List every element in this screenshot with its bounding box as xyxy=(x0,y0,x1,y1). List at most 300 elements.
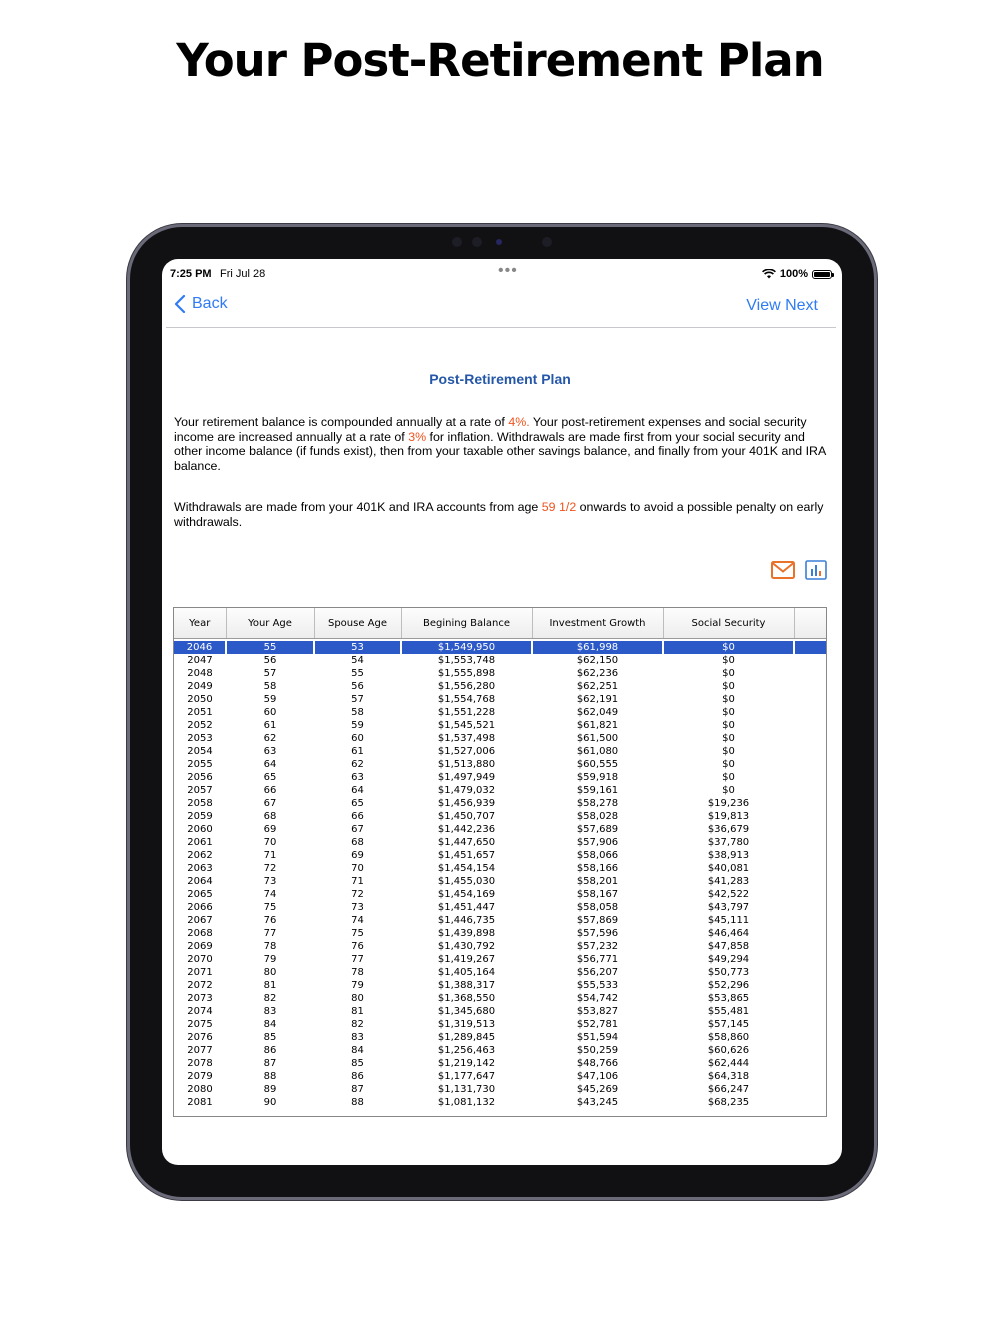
table-cell: $58,278 xyxy=(576,798,619,809)
table-cell: $1,319,513 xyxy=(437,1019,496,1030)
table-cell: 71 xyxy=(351,876,364,887)
table-cell: 2079 xyxy=(187,1071,213,1082)
table-cell-filler xyxy=(794,875,826,888)
table-cell: 59 xyxy=(351,720,364,731)
table-cell: 2059 xyxy=(187,811,213,822)
status-time: 7:25 PM xyxy=(170,268,212,280)
table-cell: 2057 xyxy=(187,785,213,796)
table-cell: $1,455,030 xyxy=(437,876,496,887)
table-cell: $1,368,550 xyxy=(437,993,496,1004)
table-cell: 62 xyxy=(351,759,364,770)
table-row[interactable] xyxy=(174,1044,826,1057)
table-cell-filler xyxy=(794,1044,826,1057)
table-cell: 66 xyxy=(351,811,364,822)
table-cell: $0 xyxy=(663,641,794,654)
table-cell: 2072 xyxy=(187,980,213,991)
table-cell-filler xyxy=(794,810,826,823)
table-cell: $36,679 xyxy=(707,824,750,835)
table-cell: 80 xyxy=(263,967,277,978)
table-cell: $1,446,735 xyxy=(437,915,496,926)
table-cell: $1,405,164 xyxy=(437,967,496,978)
table-cell-filler xyxy=(794,1096,826,1109)
table-cell: 2080 xyxy=(187,1084,213,1095)
table-cell: 78 xyxy=(351,967,364,978)
table-cell: 2063 xyxy=(187,863,213,874)
app-screen xyxy=(162,259,842,1165)
table-row[interactable] xyxy=(174,758,826,771)
column-header[interactable]: Begining Balance xyxy=(401,608,532,639)
sensor-dot xyxy=(452,237,462,247)
table-cell: $57,232 xyxy=(576,941,619,952)
front-camera xyxy=(496,239,502,245)
table-cell: $62,251 xyxy=(576,681,619,692)
table-cell: $0 xyxy=(722,759,735,770)
table-row[interactable] xyxy=(174,862,826,875)
table-cell: 2077 xyxy=(187,1045,213,1056)
table-cell-filler xyxy=(794,914,826,927)
column-header[interactable]: Spouse Age xyxy=(314,608,401,639)
table-cell: 81 xyxy=(263,980,277,991)
text: Your retirement balance is compounded annually at a rate of xyxy=(174,415,509,429)
table-row[interactable] xyxy=(174,810,826,823)
table-cell: $58,201 xyxy=(576,876,619,887)
table-row[interactable] xyxy=(174,966,826,979)
table-cell-filler xyxy=(794,1005,826,1018)
sensor-dot xyxy=(472,237,482,247)
table-cell: 55 xyxy=(226,641,314,654)
view-next-button[interactable]: View Next xyxy=(746,297,818,314)
table-cell: $1,549,950 xyxy=(401,641,532,654)
table-cell: 64 xyxy=(263,759,277,770)
table-cell: $1,454,154 xyxy=(437,863,496,874)
table-cell: 2065 xyxy=(187,889,213,900)
table-cell: 2056 xyxy=(187,772,213,783)
back-label: Back xyxy=(192,295,228,312)
table-row[interactable] xyxy=(174,940,826,953)
table-cell: 77 xyxy=(263,928,277,939)
table-cell-filler xyxy=(794,888,826,901)
table-row[interactable] xyxy=(174,745,826,758)
data-table xyxy=(174,608,827,1109)
page-title: Post-Retirement Plan xyxy=(429,371,571,387)
table-cell: $50,259 xyxy=(576,1045,619,1056)
table-row[interactable] xyxy=(174,992,826,1005)
column-header[interactable]: Social Security xyxy=(663,608,794,639)
table-cell: 64 xyxy=(351,785,364,796)
status-right-group xyxy=(762,268,832,280)
table-row[interactable] xyxy=(174,1070,826,1083)
table-row[interactable] xyxy=(174,719,826,732)
table-cell: 68 xyxy=(351,837,364,848)
table-cell: $1,456,939 xyxy=(437,798,496,809)
table-cell: $1,388,317 xyxy=(437,980,496,991)
table-cell-filler xyxy=(794,771,826,784)
table-cell-filler xyxy=(794,992,826,1005)
text: Withdrawals are made from your 401K and IRA accounts from age xyxy=(174,500,542,514)
table-cell: 67 xyxy=(263,798,277,809)
table-cell: 79 xyxy=(263,954,277,965)
table-cell: $0 xyxy=(722,746,735,757)
table-row[interactable] xyxy=(174,784,826,797)
table-cell: $62,150 xyxy=(576,655,619,666)
column-header[interactable]: Investment Growth xyxy=(532,608,663,639)
table-cell: 2075 xyxy=(187,1019,213,1030)
table-cell: $0 xyxy=(722,668,735,679)
table-cell-filler xyxy=(794,680,826,693)
table-cell: $62,049 xyxy=(576,707,619,718)
table-row[interactable] xyxy=(174,1031,826,1044)
table-cell: 87 xyxy=(351,1084,364,1095)
table-cell-filler xyxy=(794,1070,826,1083)
table-row[interactable] xyxy=(174,823,826,836)
table-cell: 2074 xyxy=(187,1006,213,1017)
table-cell: 82 xyxy=(351,1019,364,1030)
table-cell: 2070 xyxy=(187,954,213,965)
table-cell: 60 xyxy=(263,707,277,718)
table-cell: $62,444 xyxy=(707,1058,750,1069)
table-cell: $60,626 xyxy=(707,1045,750,1056)
table-cell-filler xyxy=(794,719,826,732)
table-cell: 2076 xyxy=(187,1032,213,1043)
table-cell: $0 xyxy=(722,733,735,744)
table-cell: $48,766 xyxy=(576,1058,619,1069)
table-cell: 66 xyxy=(263,785,277,796)
table-cell: $47,858 xyxy=(707,941,750,952)
status-bar xyxy=(170,262,832,284)
table-row[interactable] xyxy=(174,888,826,901)
table-cell: 75 xyxy=(263,902,277,913)
multitasking-dots-icon[interactable]: ••• xyxy=(498,262,518,279)
table-cell: 73 xyxy=(351,902,364,913)
table-cell: $40,081 xyxy=(707,863,750,874)
table-cell: $1,419,267 xyxy=(437,954,496,965)
table-cell: 58 xyxy=(351,707,364,718)
table-row[interactable] xyxy=(174,836,826,849)
table-cell: $57,596 xyxy=(576,928,619,939)
table-cell: $51,594 xyxy=(576,1032,619,1043)
table-row[interactable] xyxy=(174,1005,826,1018)
table-row[interactable] xyxy=(174,901,826,914)
table-cell: 71 xyxy=(263,850,277,861)
ipad-device-frame xyxy=(130,227,874,1197)
table-cell: 70 xyxy=(263,837,277,848)
table-cell-filler xyxy=(794,758,826,771)
table-cell: $1,454,169 xyxy=(437,889,496,900)
table-cell: 56 xyxy=(351,681,364,692)
table-cell-filler xyxy=(794,784,826,797)
table-cell: 84 xyxy=(263,1019,277,1030)
table-cell: $1,442,236 xyxy=(437,824,496,835)
chart-button[interactable] xyxy=(804,559,828,581)
table-cell: 87 xyxy=(263,1058,277,1069)
table-cell: 65 xyxy=(351,798,364,809)
table-cell: 53 xyxy=(314,641,401,654)
bar-chart-icon xyxy=(805,560,827,580)
table-cell: $1,551,228 xyxy=(437,707,496,718)
email-button[interactable] xyxy=(771,559,795,581)
table-cell-filler xyxy=(794,901,826,914)
table-cell: 83 xyxy=(351,1032,364,1043)
table-cell-filler xyxy=(794,1018,826,1031)
text: for inflation. Withdrawals are made first from your social security and other income balance (if funds exist), then from your taxable other savings balance, and finally from your 401K and IRA balance. xyxy=(174,429,826,473)
table-cell: 74 xyxy=(351,915,364,926)
navigation-bar xyxy=(166,289,836,328)
table-cell: 2048 xyxy=(187,668,213,679)
table-cell: $1,177,647 xyxy=(437,1071,496,1082)
table-cell-filler xyxy=(794,823,826,836)
table-cell: $57,869 xyxy=(576,915,619,926)
table-cell: 72 xyxy=(263,863,277,874)
table-cell: $53,827 xyxy=(576,1006,619,1017)
table-row[interactable] xyxy=(174,849,826,862)
table-cell: $61,500 xyxy=(576,733,619,744)
table-cell: $61,998 xyxy=(532,641,663,654)
table-cell-filler xyxy=(794,849,826,862)
table-cell: $54,742 xyxy=(576,993,619,1004)
table-cell: $0 xyxy=(722,655,735,666)
table-cell: $1,527,006 xyxy=(437,746,496,757)
table-cell: $19,813 xyxy=(707,811,750,822)
table-cell-filler xyxy=(794,797,826,810)
table-cell: $50,773 xyxy=(707,967,750,978)
table-cell: 2049 xyxy=(187,681,213,692)
table-cell: $1,451,447 xyxy=(437,902,496,913)
battery-icon xyxy=(812,270,832,279)
text: Your post-retirement expenses and social security income are increased annually at a rate of xyxy=(174,415,807,444)
rate-value: 4%. xyxy=(508,415,530,429)
table-cell: 2064 xyxy=(187,876,213,887)
table-cell: $58,860 xyxy=(707,1032,750,1043)
table-cell: $45,269 xyxy=(576,1084,619,1095)
table-cell: 88 xyxy=(351,1097,364,1108)
email-icon xyxy=(771,561,795,579)
table-cell: 61 xyxy=(263,720,277,731)
withdrawal-description xyxy=(174,500,830,529)
table-cell: 80 xyxy=(351,993,364,1004)
marketing-headline: Your Post-Retirement Plan xyxy=(176,34,824,87)
table-cell: 90 xyxy=(263,1097,277,1108)
table-cell: 2071 xyxy=(187,967,213,978)
table-cell: $1,447,650 xyxy=(437,837,496,848)
table-cell: 67 xyxy=(351,824,364,835)
table-cell: $1,219,142 xyxy=(437,1058,496,1069)
table-cell-filler xyxy=(794,745,826,758)
table-cell: 62 xyxy=(263,733,277,744)
table-cell: $43,797 xyxy=(707,902,750,913)
table-cell: $61,080 xyxy=(576,746,619,757)
table-cell: $42,522 xyxy=(707,889,750,900)
age-value: 59 1/2 xyxy=(541,500,577,514)
table-cell: 2058 xyxy=(187,798,213,809)
table-row[interactable] xyxy=(174,1018,826,1031)
table-cell-filler xyxy=(794,693,826,706)
table-row[interactable] xyxy=(174,979,826,992)
table-cell: 70 xyxy=(351,863,364,874)
table-cell: 86 xyxy=(263,1045,277,1056)
table-cell: $1,553,748 xyxy=(437,655,496,666)
table-cell: $59,161 xyxy=(576,785,619,796)
table-cell: $58,066 xyxy=(576,850,619,861)
table-cell: $52,781 xyxy=(576,1019,619,1030)
table-cell-filler xyxy=(794,953,826,966)
table-cell: 85 xyxy=(263,1032,277,1043)
table-cell: 2066 xyxy=(187,902,213,913)
retirement-table[interactable] xyxy=(173,607,827,1117)
table-cell-filler xyxy=(794,862,826,875)
table-cell: $0 xyxy=(722,707,735,718)
table-cell: 60 xyxy=(351,733,364,744)
table-cell: $55,481 xyxy=(707,1006,750,1017)
table-cell: $55,533 xyxy=(576,980,619,991)
status-date: Fri Jul 28 xyxy=(220,268,266,280)
table-row[interactable] xyxy=(174,706,826,719)
wifi-icon xyxy=(762,269,776,279)
table-body xyxy=(174,639,826,1110)
table-cell: $1,554,768 xyxy=(437,694,496,705)
action-icons xyxy=(771,559,828,581)
table-cell: $60,555 xyxy=(576,759,619,770)
table-row[interactable] xyxy=(174,654,826,667)
table-cell: $68,235 xyxy=(707,1097,750,1108)
table-cell: 83 xyxy=(263,1006,277,1017)
table-cell: 59 xyxy=(263,694,277,705)
text: onwards to avoid a possible penalty on early withdrawals. xyxy=(174,500,824,529)
table-row[interactable] xyxy=(174,953,826,966)
table-cell: $1,513,880 xyxy=(437,759,496,770)
table-row[interactable] xyxy=(174,927,826,940)
table-row[interactable] xyxy=(174,693,826,706)
table-cell: $38,913 xyxy=(707,850,750,861)
table-row[interactable] xyxy=(174,1083,826,1096)
table-cell: 81 xyxy=(351,1006,364,1017)
table-cell: $57,689 xyxy=(576,824,619,835)
table-cell-filler xyxy=(794,979,826,992)
table-cell: $1,345,680 xyxy=(437,1006,496,1017)
table-cell: 69 xyxy=(263,824,277,835)
table-row[interactable] xyxy=(174,1096,826,1109)
table-cell: 2073 xyxy=(187,993,213,1004)
table-cell: 2054 xyxy=(187,746,213,757)
column-header[interactable]: Your Age xyxy=(226,608,314,639)
table-cell: $0 xyxy=(722,694,735,705)
table-row[interactable] xyxy=(174,1057,826,1070)
table-cell: $46,464 xyxy=(707,928,750,939)
table-cell: $43,245 xyxy=(576,1097,619,1108)
table-cell: 54 xyxy=(351,655,364,666)
table-row[interactable] xyxy=(174,875,826,888)
table-cell-filler xyxy=(794,667,826,680)
table-cell: $1,556,280 xyxy=(437,681,496,692)
table-cell: $53,865 xyxy=(707,993,750,1004)
table-cell-filler xyxy=(794,706,826,719)
table-cell: 78 xyxy=(263,941,277,952)
table-cell: $45,111 xyxy=(707,915,750,926)
table-cell: 74 xyxy=(263,889,277,900)
table-cell: 63 xyxy=(351,772,364,783)
table-cell: $1,430,792 xyxy=(437,941,496,952)
table-cell: 2061 xyxy=(187,837,213,848)
column-header[interactable]: Year xyxy=(174,608,226,639)
table-cell: $0 xyxy=(722,772,735,783)
table-cell: $62,191 xyxy=(576,694,619,705)
table-cell: 77 xyxy=(351,954,364,965)
table-cell: 85 xyxy=(351,1058,364,1069)
table-cell: 56 xyxy=(263,655,277,666)
table-cell-filler xyxy=(794,654,826,667)
table-cell-filler xyxy=(794,1031,826,1044)
column-header-filler xyxy=(794,608,826,639)
table-cell: $56,771 xyxy=(576,954,619,965)
table-cell: 58 xyxy=(263,681,277,692)
table-cell: $1,289,845 xyxy=(437,1032,496,1043)
table-cell: 2078 xyxy=(187,1058,213,1069)
table-cell: $1,451,657 xyxy=(437,850,496,861)
table-header-row xyxy=(174,608,826,639)
table-cell: 89 xyxy=(263,1084,277,1095)
table-cell: 2047 xyxy=(187,655,213,666)
table-cell: $0 xyxy=(722,681,735,692)
table-cell: 61 xyxy=(351,746,364,757)
back-button[interactable] xyxy=(174,295,228,313)
table-cell: 2053 xyxy=(187,733,213,744)
compounding-description xyxy=(174,415,830,473)
table-cell: 55 xyxy=(351,668,364,679)
table-cell: 82 xyxy=(263,993,277,1004)
table-cell: $52,296 xyxy=(707,980,750,991)
table-cell-filler xyxy=(794,641,826,654)
table-cell: 57 xyxy=(263,668,277,679)
table-cell-filler xyxy=(794,1057,826,1070)
table-cell: 68 xyxy=(263,811,277,822)
table-row[interactable] xyxy=(174,680,826,693)
table-cell: 69 xyxy=(351,850,364,861)
table-cell: 75 xyxy=(351,928,364,939)
table-cell: 84 xyxy=(351,1045,364,1056)
table-cell: $37,780 xyxy=(707,837,750,848)
table-cell: 2051 xyxy=(187,707,213,718)
table-cell: 2069 xyxy=(187,941,213,952)
table-cell: $58,166 xyxy=(576,863,619,874)
table-row[interactable] xyxy=(174,797,826,810)
table-cell: 86 xyxy=(351,1071,364,1082)
table-cell: $64,318 xyxy=(707,1071,750,1082)
table-cell: 2050 xyxy=(187,694,213,705)
table-cell: $1,256,463 xyxy=(437,1045,496,1056)
table-cell: $56,207 xyxy=(576,967,619,978)
table-cell: 79 xyxy=(351,980,364,991)
table-cell: $41,283 xyxy=(707,876,750,887)
inflation-value: 3% xyxy=(408,429,427,444)
table-cell: $57,906 xyxy=(576,837,619,848)
table-cell: $1,081,132 xyxy=(437,1097,496,1108)
table-row[interactable] xyxy=(174,732,826,745)
table-cell: $58,058 xyxy=(576,902,619,913)
table-cell: $0 xyxy=(722,720,735,731)
table-cell-filler xyxy=(794,732,826,745)
table-cell: $47,106 xyxy=(576,1071,619,1082)
table-row[interactable] xyxy=(174,667,826,680)
table-cell-filler xyxy=(794,1083,826,1096)
table-cell: 2068 xyxy=(187,928,213,939)
table-row[interactable] xyxy=(174,641,826,654)
table-cell: $59,918 xyxy=(576,772,619,783)
table-row[interactable] xyxy=(174,771,826,784)
table-cell: $1,450,707 xyxy=(437,811,496,822)
battery-percent: 100% xyxy=(779,268,808,280)
table-cell-filler xyxy=(794,927,826,940)
table-cell: 2055 xyxy=(187,759,213,770)
table-row[interactable] xyxy=(174,914,826,927)
